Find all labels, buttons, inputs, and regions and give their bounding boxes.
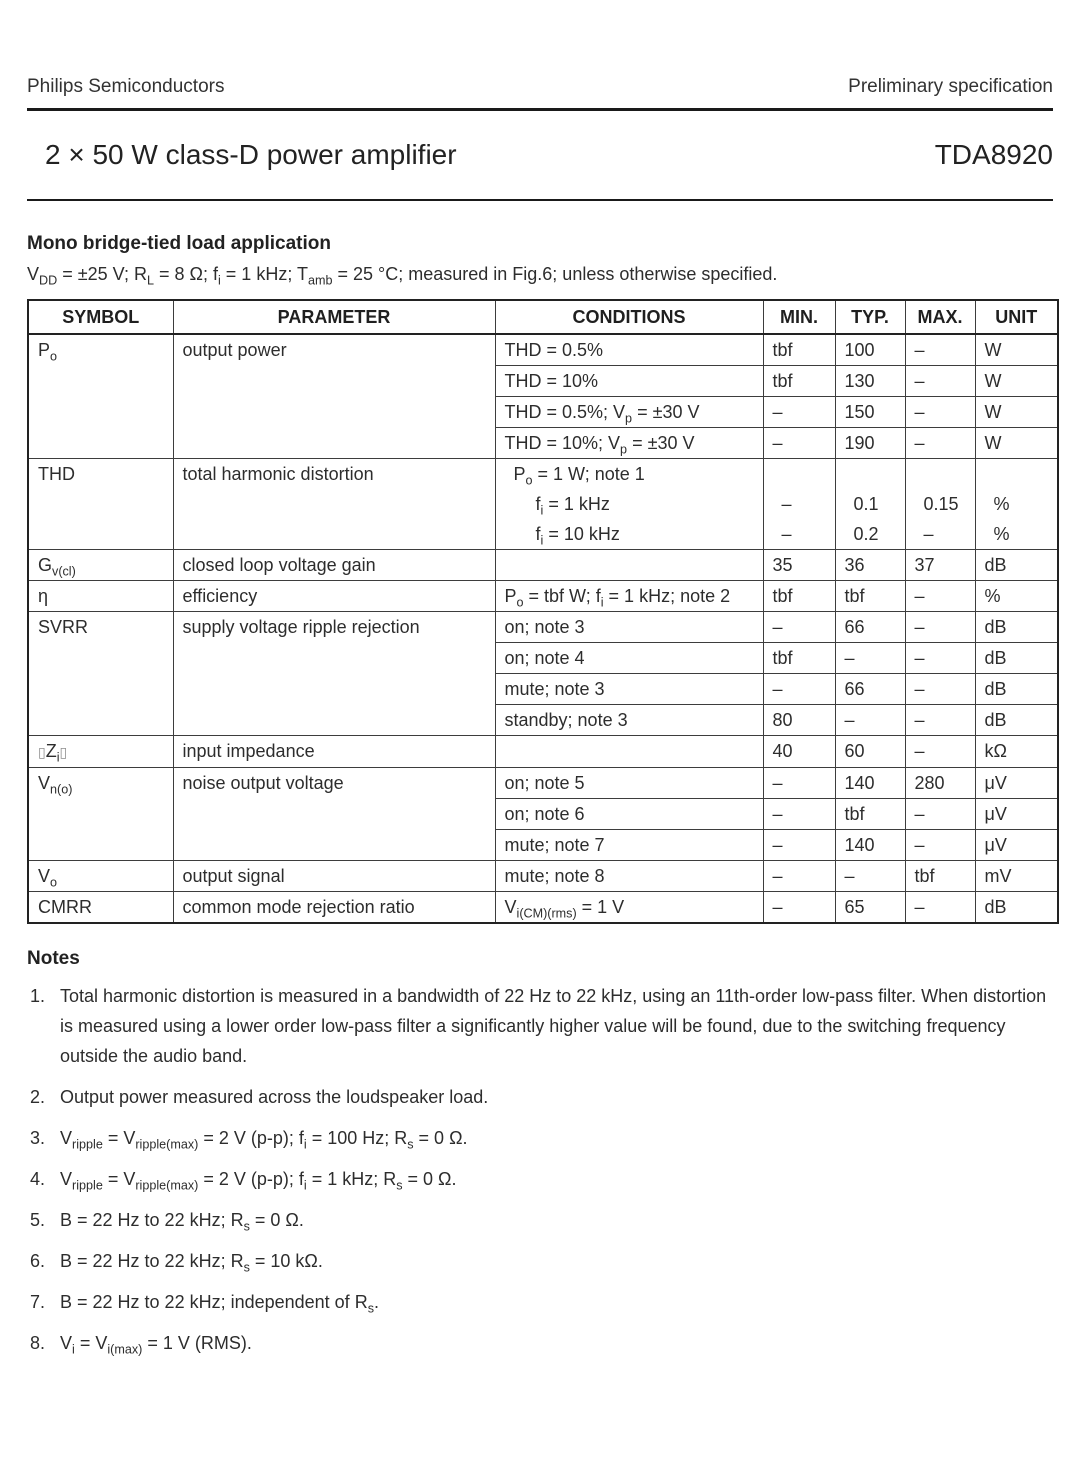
note-item [27,1287,1053,1317]
symbol-cell: $V_{n(o)}$ [28,768,173,861]
max-cell: – [905,581,975,612]
typ-cell: – [835,705,905,736]
note-number: 3. [30,1128,46,1148]
value-line: 0.15 [923,494,959,514]
condition-cell: $V_{i(CM)(rms)} = 1$ V [495,892,763,924]
condition-cell [495,736,763,768]
typ-cell: tbf [835,581,905,612]
note-number: 6. [30,1251,46,1271]
value-line: – [781,494,792,514]
value-line: – [923,524,934,544]
max-cell: – [905,397,975,428]
typ-cell: 60 [835,736,905,768]
value-line: % [993,524,1010,544]
table-row [28,861,1058,892]
min-cell: – [763,799,835,830]
typ-cell: 66 [835,612,905,643]
unit-cell: W [975,366,1058,397]
min-cell: 35 [763,550,835,581]
unit-cell: μV [975,830,1058,861]
min-cell: tbf [763,334,835,366]
parameter-cell: common mode rejection ratio [173,892,495,924]
note-number: 2. [30,1087,46,1107]
symbol-cell: THD [28,459,173,550]
note-number: 7. [30,1292,46,1312]
symbol-cell: $P_o$ [28,334,173,459]
max-cell: tbf [905,861,975,892]
unit-cell: dB [975,612,1058,643]
min-cell: – [763,861,835,892]
column-header-parameter: PARAMETER [173,300,495,334]
condition-cell: $P_o$ = tbf W; $f_i = 1$ kHz; note 2 [495,581,763,612]
condition-cell [495,550,763,581]
note-number: 5. [30,1210,46,1230]
min-cell: – [763,674,835,705]
table-row [28,612,1058,643]
section-heading: Mono bridge-tied load application [27,233,331,254]
parameter-cell: output power [173,334,495,459]
column-header-symbol: SYMBOL [28,300,173,334]
test-conditions: $V_{DD} = \pm 25$ V; $R_L = 8$ Ω; $f_i = 1$ kHz; $T_{amb} = 25$ °C; measured in Fig.6; unless otherwise specified. [27,264,778,288]
value-line [985,459,1058,489]
max-cell: – [905,334,975,366]
min-cell [763,459,835,550]
note-item [27,1082,1053,1112]
note-text: $V_{ripple} = V_{ripple(max)} = 2$ V (p-p); $f_i = 100$ Hz; $R_s = 0$ Ω. [60,1128,468,1152]
typ-cell: – [835,643,905,674]
page-title: 2 × 50 W class-D power amplifier [45,139,457,170]
typ-cell: – [835,861,905,892]
typ-cell: tbf [835,799,905,830]
value-line: 0.2 [853,524,879,544]
max-cell: – [905,892,975,924]
unit-cell: kΩ [975,736,1058,768]
symbol-cell: $G_{v(cl)}$ [28,550,173,581]
unit-cell: W [975,334,1058,366]
value-line: – [781,524,792,544]
unit-cell [975,459,1058,550]
notes-heading: Notes [27,948,80,969]
condition-line: $f_i = 10$ kHz [535,524,620,548]
unit-cell: dB [975,705,1058,736]
min-cell: – [763,892,835,924]
table-row [28,459,1058,550]
column-header-max: MAX. [905,300,975,334]
column-header-typ: TYP. [835,300,905,334]
unit-cell: W [975,397,1058,428]
max-cell: – [905,612,975,643]
part-number: TDA8920 [934,139,1053,170]
note-text: B = 22 Hz to 22 kHz; independent of $R_s$. [60,1292,379,1316]
unit-cell: dB [975,892,1058,924]
parameter-cell: noise output voltage [173,768,495,861]
table-row [28,892,1058,924]
max-cell: 37 [905,550,975,581]
condition-cell: mute; note 8 [495,861,763,892]
max-cell: – [905,830,975,861]
column-header-unit: UNIT [975,300,1058,334]
min-cell: – [763,768,835,799]
condition-line: $P_o = 1$ W; note 1 [513,464,645,488]
condition-cell: THD = 0.5% [495,334,763,366]
table-row [28,550,1058,581]
symbol-cell: CMRR [28,892,173,924]
typ-cell: 36 [835,550,905,581]
note-item [27,1123,1053,1153]
note-item [27,1164,1053,1194]
title-bar [27,111,1053,199]
column-header-conditions: CONDITIONS [495,300,763,334]
value-line [845,459,905,489]
max-cell: – [905,736,975,768]
unit-cell: W [975,428,1058,459]
value-line: 0.1 [853,494,879,514]
value-line: % [993,494,1010,514]
typ-cell [835,459,905,550]
condition-cell [495,459,763,550]
note-text: B = 22 Hz to 22 kHz; $R_s = 10$ kΩ. [60,1251,323,1275]
value-line [773,459,835,489]
min-cell: – [763,428,835,459]
note-item [27,1205,1053,1235]
note-item [27,1328,1053,1358]
max-cell: – [905,799,975,830]
condition-line: $f_i = 1$ kHz [535,494,610,518]
value-line [915,459,975,489]
table-row [28,581,1058,612]
max-cell: – [905,643,975,674]
unit-cell: μV [975,799,1058,830]
min-cell: – [763,397,835,428]
note-text: Output power measured across the loudspeaker load. [60,1087,489,1107]
parameter-cell: closed loop voltage gain [173,550,495,581]
symbol-cell: $V_o$ [28,861,173,892]
min-cell: 40 [763,736,835,768]
spec-table [27,299,1059,924]
condition-cell: standby; note 3 [495,705,763,736]
symbol-cell: SVRR [28,612,173,736]
typ-cell: 140 [835,830,905,861]
max-cell [905,459,975,550]
symbol-cell: $▯Z_i▯$ [28,736,173,768]
table-row [28,736,1058,768]
parameter-cell: efficiency [173,581,495,612]
min-cell: tbf [763,366,835,397]
note-number: 8. [30,1333,46,1353]
max-cell: – [905,705,975,736]
condition-cell: THD = 10% [495,366,763,397]
condition-cell: THD = 10%; $V_p = \pm 30$ V [495,428,763,459]
unit-cell: dB [975,643,1058,674]
table-row [28,334,1058,366]
column-header-min: MIN. [763,300,835,334]
max-cell: – [905,428,975,459]
typ-cell: 65 [835,892,905,924]
note-text: Total harmonic distortion is measured in a bandwidth of 22 Hz to 22 kHz, using an 11th-order low-pass filter. When distortion is measured using a lower order low-pass filter a significantly higher value will be found, due to the switching frequency outside the audio band. [60,986,1047,1066]
note-item [27,1246,1053,1276]
min-cell: tbf [763,581,835,612]
unit-cell: dB [975,674,1058,705]
condition-cell: on; note 3 [495,612,763,643]
typ-cell: 190 [835,428,905,459]
typ-cell: 150 [835,397,905,428]
parameter-cell: output signal [173,861,495,892]
typ-cell: 100 [835,334,905,366]
unit-cell: mV [975,861,1058,892]
table-header-row [28,300,1058,334]
note-text: $V_{ripple} = V_{ripple(max)} = 2$ V (p-p); $f_i = 1$ kHz; $R_s = 0$ Ω. [60,1169,457,1193]
note-text: $V_i = V_{i(max)} = 1$ V (RMS). [60,1333,252,1357]
typ-cell: 130 [835,366,905,397]
condition-cell: THD = 0.5%; $V_p = \pm 30$ V [495,397,763,428]
min-cell: – [763,612,835,643]
unit-cell: dB [975,550,1058,581]
parameter-cell: supply voltage ripple rejection [173,612,495,736]
condition-cell: on; note 4 [495,643,763,674]
min-cell: – [763,830,835,861]
condition-cell: on; note 6 [495,799,763,830]
note-number: 4. [30,1169,46,1189]
typ-cell: 140 [835,768,905,799]
title-rule [27,199,1053,201]
unit-cell: % [975,581,1058,612]
max-cell: 280 [905,768,975,799]
note-number: 1. [30,986,46,1006]
condition-cell: mute; note 7 [495,830,763,861]
max-cell: – [905,674,975,705]
vendor-name: Philips Semiconductors [27,76,225,97]
condition-cell: on; note 5 [495,768,763,799]
symbol-cell: η [28,581,173,612]
table-row [28,768,1058,799]
parameter-cell: input impedance [173,736,495,768]
page-header [27,0,1053,98]
min-cell: tbf [763,643,835,674]
condition-cell: mute; note 3 [495,674,763,705]
note-item [27,981,1053,1071]
unit-cell: μV [975,768,1058,799]
spec-status: Preliminary specification [848,76,1053,97]
note-text: B = 22 Hz to 22 kHz; $R_s = 0$ Ω. [60,1210,304,1234]
typ-cell: 66 [835,674,905,705]
max-cell: – [905,366,975,397]
parameter-cell: total harmonic distortion [173,459,495,550]
min-cell: 80 [763,705,835,736]
